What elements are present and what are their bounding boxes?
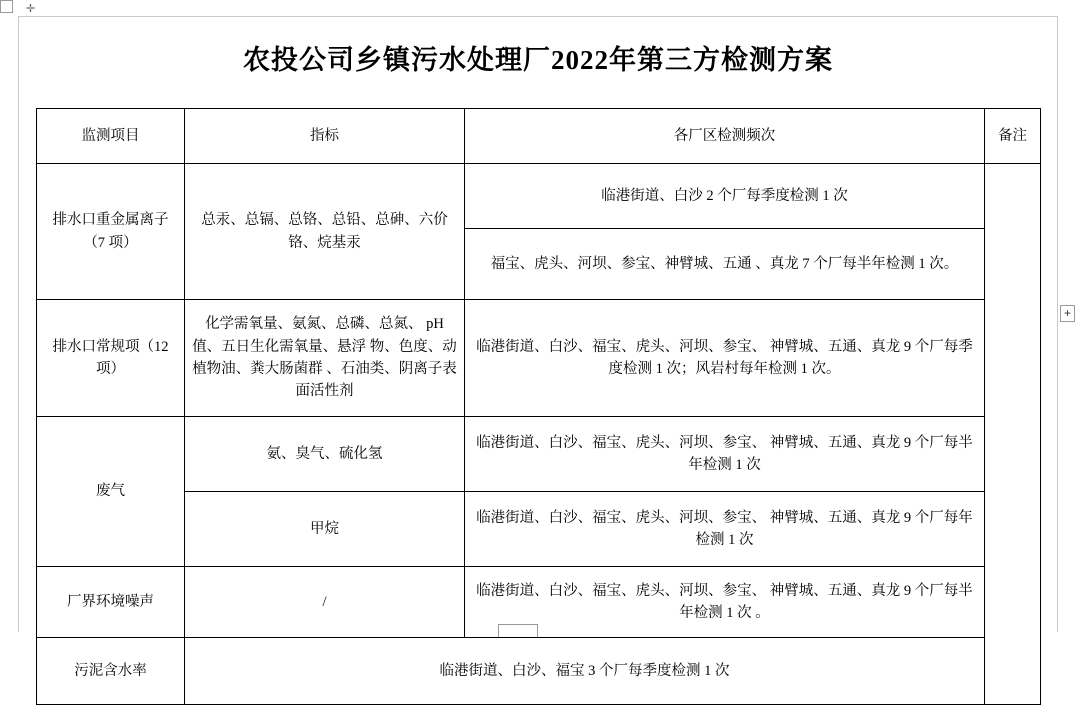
- page-title: 农投公司乡镇污水处理厂2022年第三方检测方案: [243, 45, 833, 75]
- row-index-routine: 化学需氧量、氨氮、总磷、总氮、 pH 值、五日生化需氧量、悬浮 物、色度、动植物油、粪大肠菌群 、石油类、阴离子表面活性剂: [185, 300, 465, 417]
- add-column-button[interactable]: +: [1060, 305, 1075, 322]
- table-row: [37, 164, 1041, 229]
- header-item: 监测项目: [37, 109, 185, 164]
- table-header-row: [37, 109, 1041, 164]
- detection-plan-table: [36, 108, 1041, 705]
- table-row: [37, 417, 1041, 492]
- row-remark-column: [985, 164, 1041, 705]
- table-row: [37, 638, 1041, 705]
- row-frequency-waste-gas-2: 临港街道、白沙、福宝、虎头、河坝、参宝、 神臂城、五通、真龙 9 个厂每年检测 1 次: [465, 492, 985, 567]
- corner-handle[interactable]: [0, 0, 13, 13]
- row-index-heavy-metals: 总汞、总镉、总铬、总铅、总砷、六价铬、烷基汞: [185, 164, 465, 300]
- row-frequency-sludge: 临港街道、白沙、福宝 3 个厂每季度检测 1 次: [185, 638, 985, 705]
- table-row: [37, 492, 1041, 567]
- header-frequency: 各厂区检测频次: [465, 109, 985, 164]
- row-item-waste-gas: 废气: [37, 417, 185, 567]
- row-item-noise: 厂界环境噪声: [37, 567, 185, 638]
- page-edge-right: [1057, 16, 1058, 632]
- row-item-heavy-metals: 排水口重金属离子（7 项）: [37, 164, 185, 300]
- row-frequency-noise: 临港街道、白沙、福宝、虎头、河坝、参宝、 神臂城、五通、真龙 9 个厂每半年检测 1 次 。: [465, 567, 985, 638]
- row-index-waste-gas-2: 甲烷: [185, 492, 465, 567]
- header-remark: 备注: [985, 109, 1041, 164]
- move-cross-icon[interactable]: ✛: [25, 3, 36, 15]
- row-index-waste-gas-1: 氨、臭气、硫化氢: [185, 417, 465, 492]
- row-frequency-heavy-metals-1: 临港街道、白沙 2 个厂每季度检测 1 次: [465, 164, 985, 229]
- table-row: [37, 300, 1041, 417]
- row-frequency-waste-gas-1: 临港街道、白沙、福宝、虎头、河坝、参宝、 神臂城、五通、真龙 9 个厂每半年检测 1 次: [465, 417, 985, 492]
- row-item-routine: 排水口常规项（12 项）: [37, 300, 185, 417]
- page-edge-left: [18, 16, 19, 632]
- header-index: 指标: [185, 109, 465, 164]
- table-row: [37, 567, 1041, 638]
- page-edge-top: [18, 16, 1058, 17]
- row-frequency-routine: 临港街道、白沙、福宝、虎头、河坝、参宝、 神臂城、五通、真龙 9 个厂每季度检测 1 次；风岩村每年检测 1 次。: [465, 300, 985, 417]
- row-index-noise: /: [185, 567, 465, 638]
- row-item-sludge: 污泥含水率: [37, 638, 185, 705]
- row-frequency-heavy-metals-2: 福宝、虎头、河坝、参宝、神臂城、五通 、真龙 7 个厂每半年检测 1 次。: [465, 229, 985, 300]
